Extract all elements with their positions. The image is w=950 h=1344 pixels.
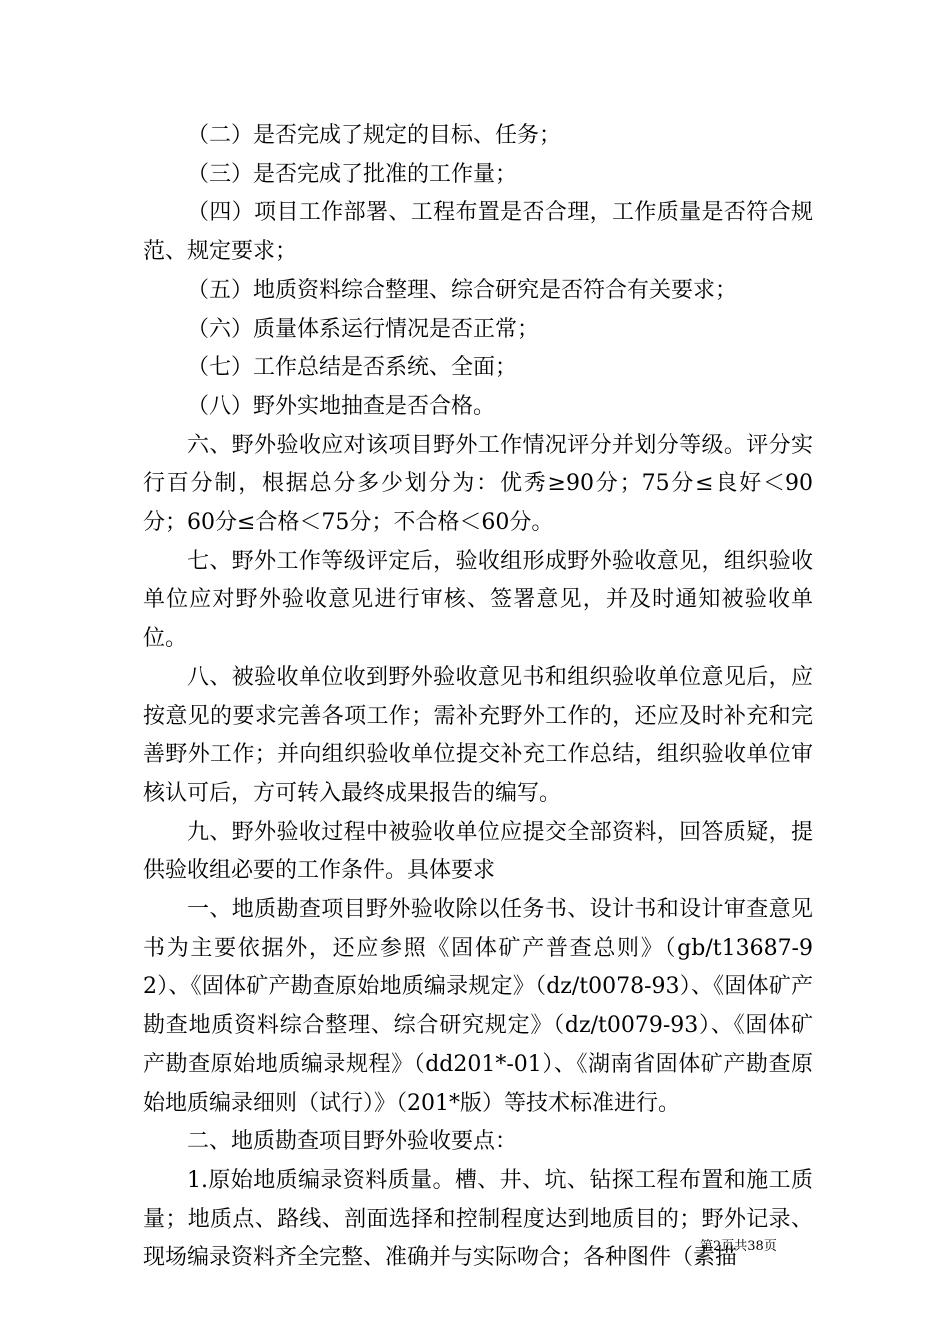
paragraph: 六、野外验收应对该项目野外工作情况评分并划分等级。评分实行百分制，根据总分多少划分为：优秀≥90分；75分≤良好＜90分；60分≤合格＜75分；不合格＜60分。 bbox=[143, 432, 813, 536]
page-number: 第2页共38页 bbox=[700, 1239, 777, 1254]
paragraph: （三）是否完成了批准的工作量； bbox=[187, 161, 518, 187]
paragraph: （六）质量体系运行情况是否正常； bbox=[187, 316, 540, 342]
paragraph: 七、野外工作等级评定后，验收组形成野外验收意见，组织验收单位应对野外验收意见进行审核、签署意见，并及时通知被验收单位。 bbox=[143, 548, 813, 652]
paragraph: 九、野外验收过程中被验收单位应提交全部资料，回答质疑，提供验收组必要的工作条件。具体要求 bbox=[143, 819, 813, 884]
paragraph: （四）项目工作部署、工程布置是否合理，工作质量是否符合规范、规定要求； bbox=[143, 200, 813, 265]
paragraph: 1.原始地质编录资料质量。槽、井、坑、钻探工程布置和施工质量；地质点、路线、剖面选择和控制程度达到地质目的；野外记录、现场编录资料齐全完整、准确并与实际吻合；各种图件（素描 bbox=[143, 1167, 813, 1271]
paragraph: 二、地质勘查项目野外验收要点： bbox=[187, 1129, 518, 1155]
paragraph: 八、被验收单位收到野外验收意见书和组织验收单位意见后，应按意见的要求完善各项工作；需补充野外工作的，还应及时补充和完善野外工作；并向组织验收单位提交补充工作总结，组织验收单位审核认可后，方可转入最终成果报告的编写。 bbox=[143, 664, 813, 806]
paragraph: （二）是否完成了规定的目标、任务； bbox=[187, 123, 562, 148]
paragraph: （七）工作总结是否系统、全面； bbox=[187, 355, 518, 381]
document-body bbox=[143, 117, 813, 1278]
paragraph: 一、地质勘查项目野外验收除以任务书、设计书和设计审查意见书为主要依据外，还应参照《固体矿产普查总则》（gb/t13687-92）、《固体矿产勘查原始地质编录规定》（dz/t0078-93）、《固体矿产勘查地质资料综合整理、综合研究规定》（dz/t0079-93）、《固体矿产勘查原始地质编录规程》（dd201*-01）、《湖南省固体矿产勘查原始地质编录细则（试行）》（201*版）等技术标准进行。 bbox=[143, 897, 813, 1116]
paragraph: （八）野外实地抽查是否合格。 bbox=[187, 393, 496, 419]
paragraph: （五）地质资料综合整理、综合研究是否符合有关要求； bbox=[187, 277, 738, 303]
